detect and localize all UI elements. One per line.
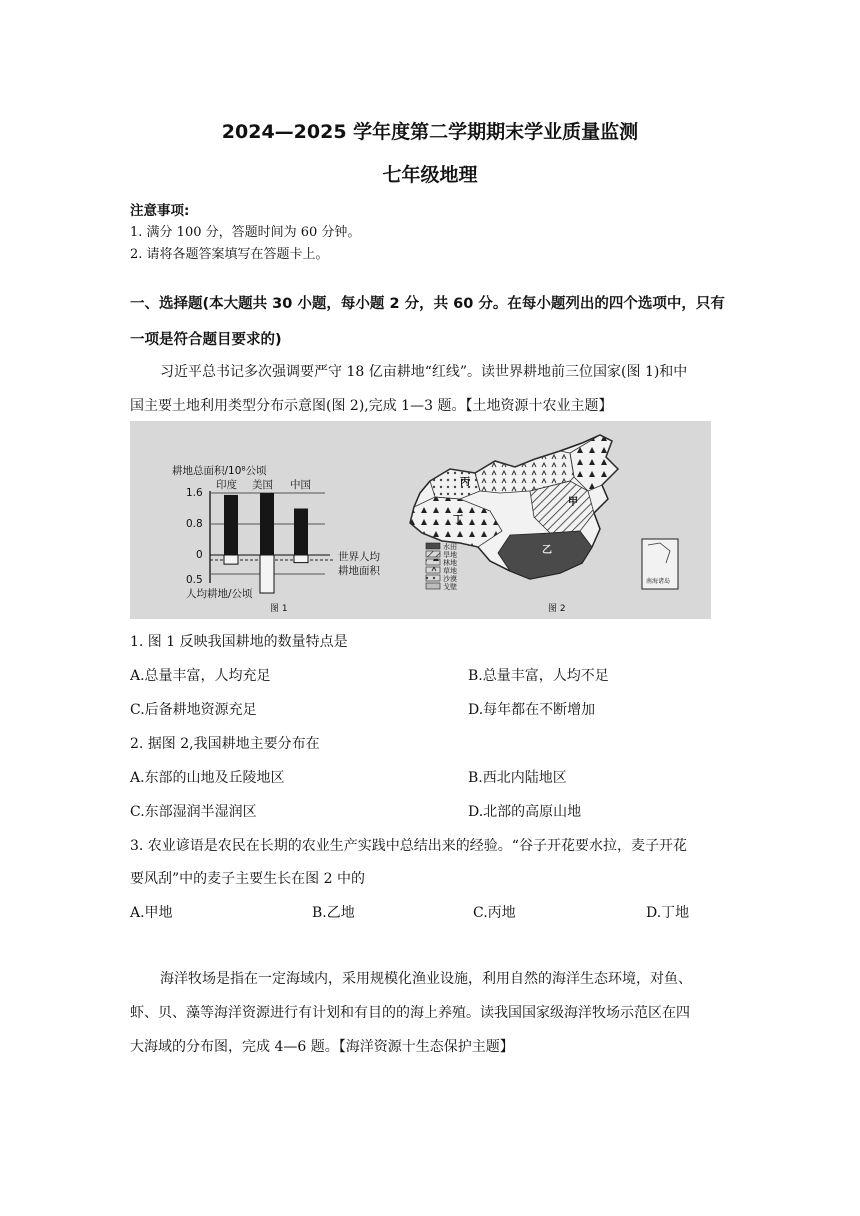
notice-item: 2. 请将各题答案填写在答题卡上。 (130, 247, 329, 262)
question-2-option-c[interactable]: C.东部湿润半湿润区 (130, 804, 257, 820)
map-label-jia: 甲 (568, 497, 578, 508)
category-label-china: 中国 (290, 479, 311, 491)
figure-2-map (410, 435, 678, 614)
map-legend (426, 542, 457, 591)
y-tick-label: 0 (196, 549, 203, 561)
question-2-stem: 2. 据图 2,我国耕地主要分布在 (130, 736, 320, 752)
question-3-stem-cont: 要风刮”中的麦子主要生长在图 2 中的 (130, 871, 365, 887)
figure-2-caption: 图 2 (548, 604, 566, 614)
section-heading-cont: 一项是符合题目要求的) (130, 332, 282, 348)
y-tick-label: 0.8 (186, 518, 203, 530)
category-label-usa: 美国 (252, 479, 273, 491)
legend-label: 草地 (443, 567, 457, 575)
question-3-option-b[interactable]: B.乙地 (312, 905, 355, 921)
passage-text: 大海域的分布图，完成 4—6 题。【海洋资源十生态保护主题】 (130, 1039, 514, 1055)
legend-label: 戈壁 (443, 583, 457, 591)
bar-group (224, 493, 308, 593)
bar-total-0 (224, 495, 238, 555)
question-3-option-d[interactable]: D.丁地 (646, 905, 690, 921)
bar-total-1 (260, 493, 274, 555)
page-title: 2024—2025 学年度第二学期期末学业质量监测 (221, 121, 639, 143)
legend-label: 林地 (443, 559, 457, 567)
question-1-option-d[interactable]: D.每年都在不断增加 (468, 702, 596, 718)
question-2-option-a[interactable]: A.东部的山地及丘陵地区 (130, 770, 285, 786)
legend-label: 水田 (443, 543, 457, 551)
notice-heading: 注意事项: (130, 203, 190, 219)
figure-1-caption: 图 1 (270, 604, 288, 614)
figure-1-chart (172, 464, 380, 614)
legend-label: 旱地 (443, 551, 457, 559)
y-tick-label: 0.5 (186, 574, 203, 586)
bar-total-2 (294, 509, 308, 556)
section-heading: 一、选择题(本大题共 30 小题，每小题 2 分，共 60 分。在每小题列出的四个选项中，只有 (130, 296, 725, 312)
question-3-stem: 3. 农业谚语是农民在长期的农业生产实践中总结出来的经验。“谷子开花要水拉，麦子开花 (130, 838, 687, 854)
question-1-option-a[interactable]: A.总量丰富，人均充足 (130, 668, 271, 684)
question-3-option-a[interactable]: A.甲地 (130, 905, 173, 921)
passage-text: 习近平总书记多次强调要严守 18 亿亩耕地“红线”。读世界耕地前三位国家(图 1)和中 (160, 364, 688, 380)
legend-label: 沙漠 (443, 575, 457, 583)
question-1-option-c[interactable]: C.后备耕地资源充足 (130, 702, 257, 718)
question-1-stem: 1. 图 1 反映我国耕地的数量特点是 (130, 634, 348, 650)
bar-per-capita-1 (260, 555, 274, 593)
question-2-option-d[interactable]: D.北部的高原山地 (468, 804, 582, 820)
page-subtitle: 七年级地理 (382, 164, 478, 186)
figure-photo (130, 421, 711, 619)
passage-text: 国主要土地利用类型分布示意图(图 2),完成 1—3 题。【土地资源十农业主题】 (130, 398, 613, 414)
world-average-label: 世界人均 (338, 551, 380, 563)
passage-text: 虾、贝、藻等海洋资源进行有计划和有目的的海上养殖。读我国国家级海洋牧场示范区在四 (130, 1005, 690, 1021)
bar-per-capita-0 (224, 555, 238, 564)
y-axis-label-per-capita: 人均耕地/公顷 (186, 588, 253, 600)
inset-label: 南海诸岛 (646, 578, 671, 585)
world-average-label: 耕地面积 (338, 565, 380, 577)
map-label-ding: 丁 (453, 515, 463, 526)
chart-title: 耕地总面积/10⁸公顷 (172, 465, 267, 477)
bar-per-capita-2 (294, 555, 308, 563)
question-2-option-b[interactable]: B.西北内陆地区 (468, 770, 567, 786)
category-label-india: 印度 (216, 479, 237, 491)
question-3-option-c[interactable]: C.丙地 (473, 905, 516, 921)
passage-text: 海洋牧场是指在一定海域内，采用规模化渔业设施，利用自然的海洋生态环境，对鱼、 (160, 971, 692, 987)
map-label-bing: 丙 (460, 477, 470, 488)
y-tick-label: 1.6 (186, 487, 203, 499)
question-1-option-b[interactable]: B.总量丰富，人均不足 (468, 668, 609, 684)
map-label-yi: 乙 (542, 545, 552, 556)
notice-item: 1. 满分 100 分，答题时间为 60 分钟。 (130, 225, 361, 240)
